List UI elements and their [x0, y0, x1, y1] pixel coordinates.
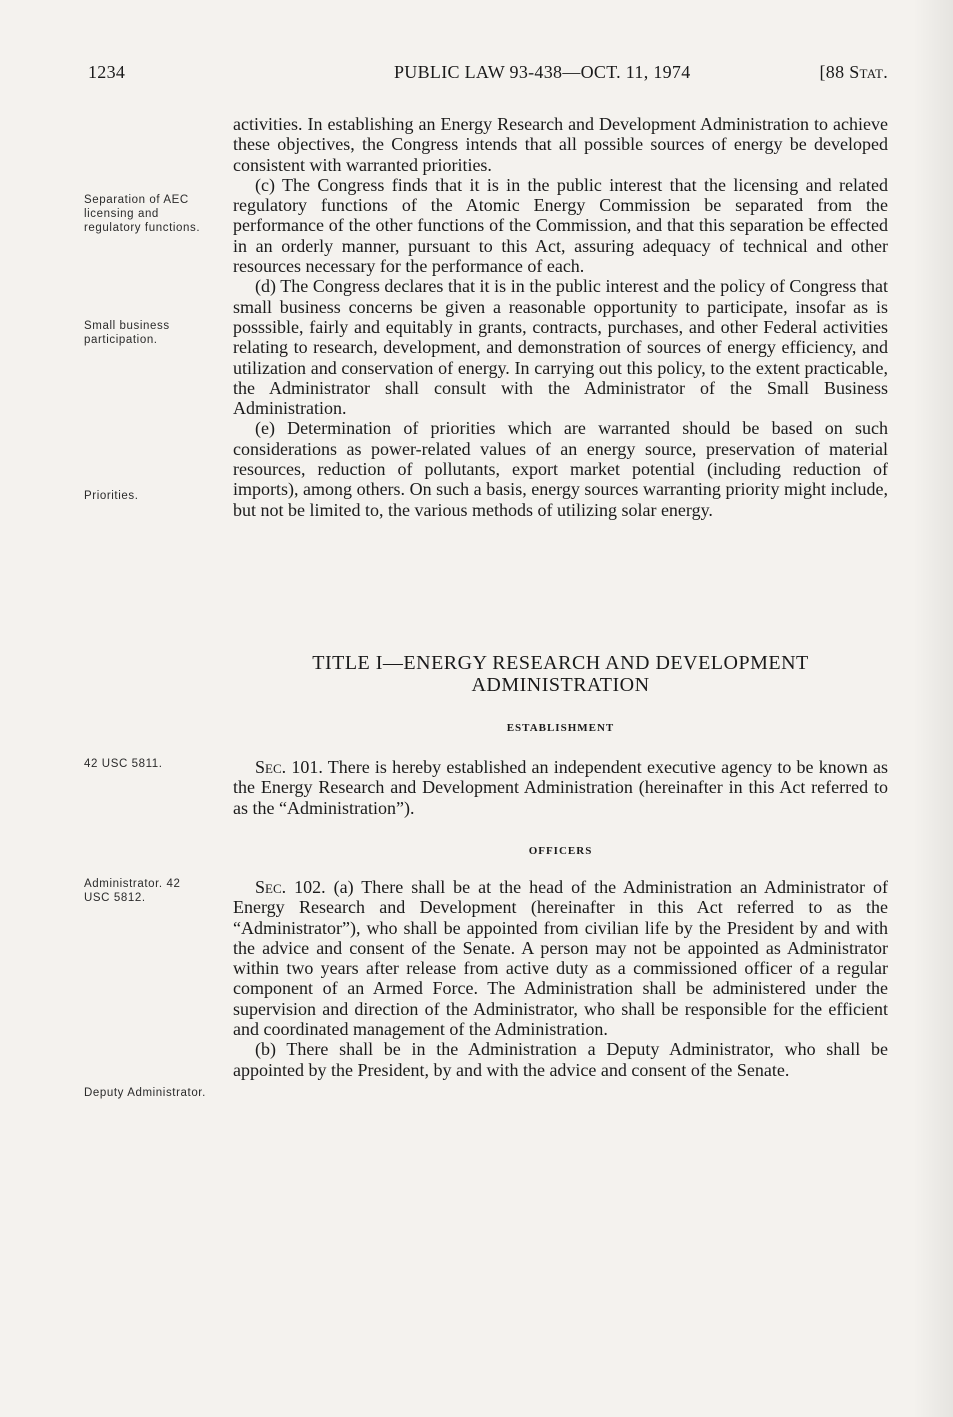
page-number: 1234	[88, 62, 126, 82]
paragraph-c: (c) The Congress finds that it is in the public interest that the licensing and related regulatory functions of the Atomic Energy Commission be separated from the performance of the other functions of the Commission, and that this separation be effected in an orderly manner, pursuant to this Act, assuring adequacy of technical and other resources necessary for the performance of each.	[233, 174, 888, 277]
section-101	[233, 757, 888, 818]
section-101-body: 101. There is hereby established an independent executive agency to be known as the Energy Research and Development Administration (hereinafter in this Act referred to as the “Administration”).	[233, 757, 888, 818]
margin-note-small-business: Small business participation.	[84, 320, 170, 346]
paragraph-d: (d) The Congress declares that it is in the public interest and the policy of Congress that small business concerns be given a reasonable opportunity to participate, insofar as is posssible, fairly and equitably in grants, contracts, purchases, and other Federal activities relating to research, development, and demonstration of sources of energy efficiency, and utilization and conservation of energy. In carrying out this policy, to the extent practicable, the Administrator shall consult with the Administrator of the Small Business Administration.	[233, 276, 888, 419]
running-header	[88, 62, 888, 86]
title-heading	[233, 652, 888, 696]
section-102-b: (b) There shall be in the Administration a Deputy Administrator, who shall be appointed by the President, by and with the advice and consent of the Senate.	[233, 1039, 888, 1080]
paragraph-activities: activities. In establishing an Energy Research and Development Administration to achieve these objectives, the Congress intends that all possible sources of energy be developed consistent with warranted priorities.	[233, 114, 888, 175]
header-title: PUBLIC LAW 93-438—OCT. 11, 1974	[394, 62, 691, 82]
section-101-text	[233, 757, 888, 818]
paragraph-e: (e) Determination of priorities which are warranted should be based on such considerations as power-related values of an energy source, preservation of material resources, reduction of pollutants, export market potential (including reduction of imports), among others. On such a basis, energy sources warranting priority might include, but not be limited to, the various methods of utilizing solar energy.	[233, 418, 888, 520]
title-line-2: ADMINISTRATION	[471, 674, 650, 696]
heading-officers: OFFICERS	[528, 845, 593, 857]
section-102-label: Sec.	[255, 877, 287, 897]
margin-note-separation: Separation of AEC licensing and regulatory functions.	[84, 194, 201, 234]
margin-note-priorities: Priorities.	[84, 490, 139, 502]
section-102	[233, 877, 888, 1080]
title-line-1: TITLE I—ENERGY RESEARCH AND DEVELOPMENT	[312, 652, 809, 674]
margin-note-deputy: Deputy Administrator.	[84, 1087, 206, 1099]
heading-establishment: ESTABLISHMENT	[506, 722, 615, 734]
margin-note-usc-5811: 42 USC 5811.	[84, 758, 163, 770]
body-section-findings	[233, 114, 888, 520]
section-102-text	[233, 877, 888, 1039]
margin-note-administrator: Administrator. 42 USC 5812.	[84, 878, 181, 904]
page-edge-shadow	[913, 0, 953, 1417]
header-statute: [88 Stat.	[819, 62, 888, 82]
section-102-body: 102. (a) There shall be at the head of the Administration an Administrator of Energy Research and Development (hereinafter in this Act referred to as the “Administrator”), who shall be appointed from civilian life by the President by and with the advice and consent of the Senate. A person may not be appointed as Administrator within two years after release from active duty as a commissioned officer of a regular component of an Armed Force. The Administration shall be administered under the supervision and direction of the Administrator, who shall be responsible for the efficient and coordinated management of the Administration.	[233, 877, 888, 1040]
section-101-label: Sec.	[255, 757, 287, 777]
